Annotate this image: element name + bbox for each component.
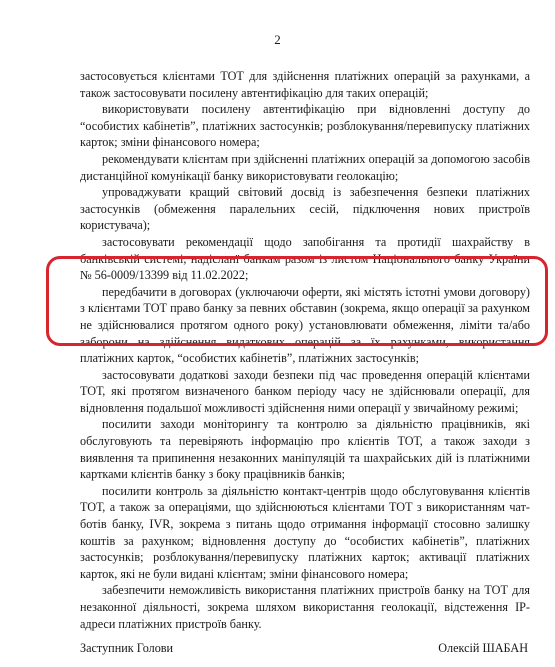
paragraph: посилити заходи моніторингу та контролю за діяльністю працівників, які обслуговують та перевіряють інформацію про клієнтів ТОТ, а також заходи з виявлення та припинення незаконних маніпуляцій та шахрайських дій із платіжними картками клієнтів банку з боку працівників банків; — [80, 417, 530, 482]
signature-block — [80, 641, 528, 656]
paragraph: застосовувати рекомендації щодо запобігання та протидії шахрайству в банківській системі, надісланї банкам разом із листом Національного банку України № 56-0009/13399 від 11.02.2022; — [80, 234, 530, 283]
signatory-position: Заступник Голови — [80, 641, 174, 655]
paragraph: застосовується клієнтами ТОТ для здійснення платіжних операцій за рахунками, а також застосовувати посилену автентифікацію для таких операцій; — [80, 69, 530, 100]
paragraph: забезпечити неможливість використання платіжних пристроїв банку на ТОТ для незаконної діяльності, зокрема шляхом використання геолокації, відстеження IP-адреси платіжних пристроїв банку. — [80, 583, 530, 631]
paragraph: застосовувати додаткові заходи безпеки під час проведення операцій клієнтами ТОТ, які протягом визначеного банком періоду часу не здійснювали операції, для відновлення подальшої можливості здійснення ними операції у звичайному режимі; — [80, 367, 530, 415]
paragraph: упроваджувати кращий світовий досвід із забезпечення безпеки платіжних застосунків (обмеження паралельних сесій, підключення нових пристроїв користувача); — [80, 185, 530, 233]
signatory-name: Олексій ШАБАН — [438, 641, 528, 655]
highlighted-paragraph: передбачити в договорах (уключаючи оферти, які містять істотні умови договору) з клієнтами ТОТ право банку за певних обставин (зокрема, якщо операції за рахунком не здійснювалися протягом одного року) установлювати обмеження, ліміти та/або заборони на здійснення видаткових операцій за їх рахунками, використання платіжних карток, “особистих кабінетів”, платіжних застосунків; — [80, 284, 530, 366]
page-number: 2 — [274, 32, 281, 47]
document-body — [80, 68, 530, 632]
paragraph: використовувати посилену автентифікацію при відновленні доступу до “особистих кабінетів”, платіжних застосунків; розблокування/перевипуску платіжних карток; зміни фінансового номера; — [80, 102, 530, 150]
paragraph: посилити контроль за діяльністю контакт-центрів щодо обслуговування клієнтів ТОТ, а також за операціями, що здійснюються клієнтами ТОТ з використанням чат-ботів банку, IVR, зокрема з питань щодо отримання інформації стосовно залишку коштів за рахунком; відновлення доступу до “особистих кабінетів”, платіжних застосунків; розблокування/перевипуску платіжних карток; активації платіжних карток, які не були видані клієнтам; зміни фінансового номера; — [80, 483, 530, 581]
paragraph: рекомендувати клієнтам при здійсненні платіжних операцій за допомогою засобів дистанційної комунікації банку використовувати геолокацію; — [80, 151, 530, 183]
